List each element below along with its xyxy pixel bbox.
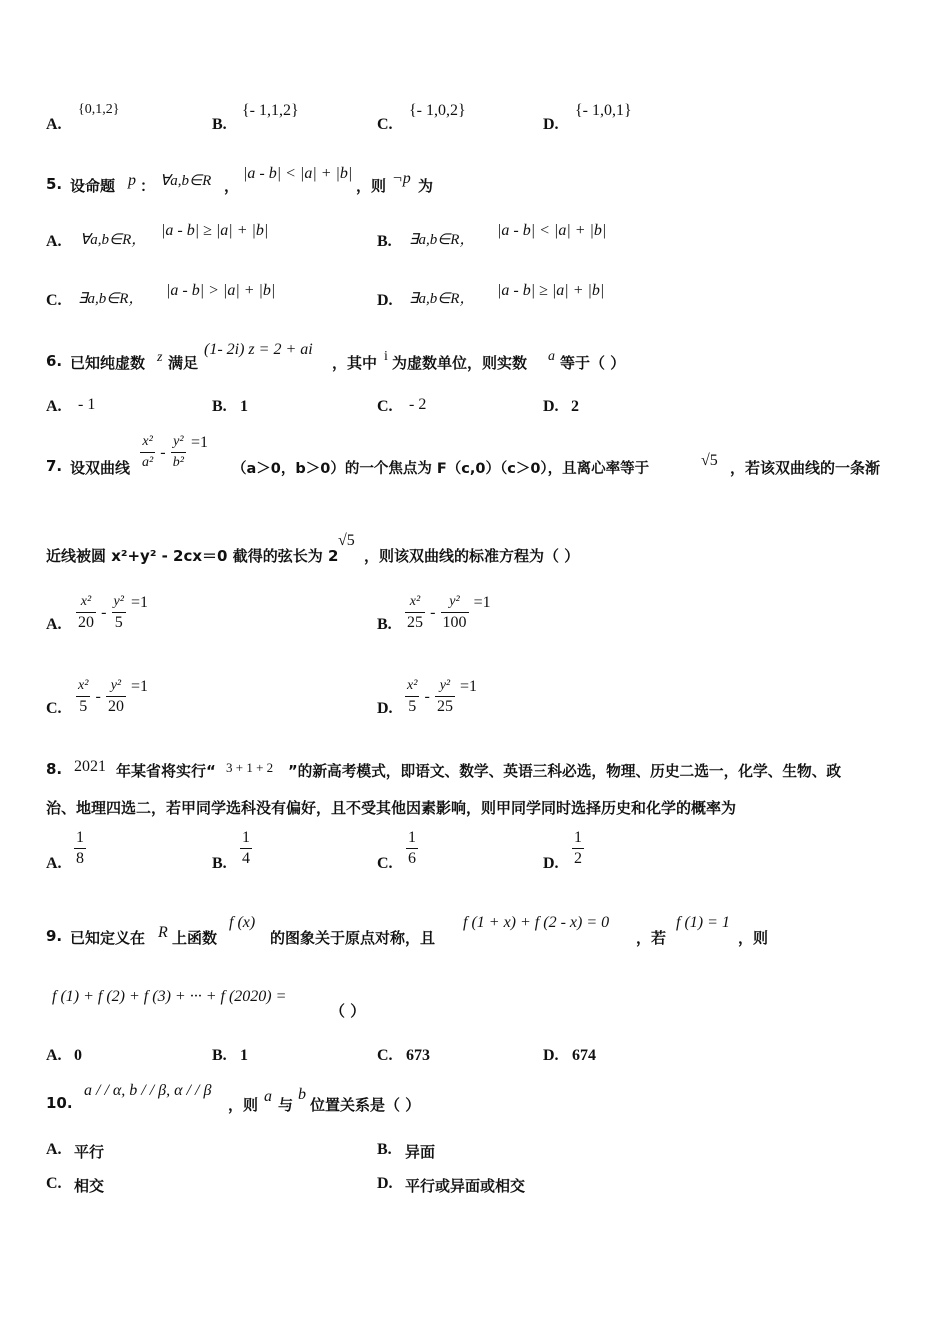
q5-option-a-expr: |a - b| ≥ |a| + |b| xyxy=(161,222,269,239)
q7-number: 7. xyxy=(46,457,63,475)
q4-option-a-label: A. xyxy=(46,116,62,133)
q7-a-den2: 5 xyxy=(114,614,123,631)
q9-option-d: 674 xyxy=(572,1047,596,1064)
q8-option-a-label: A. xyxy=(46,855,62,872)
q5-option-b-quantifier: ∃a,b∈R， xyxy=(409,232,475,248)
q7-equals-one: =1 xyxy=(191,434,209,451)
q6-z: z xyxy=(157,350,163,365)
q7-text-3: ，若该双曲线的一条渐 xyxy=(730,459,881,477)
q5-option-d-label: D. xyxy=(377,292,393,309)
q7-sqrt5-b: √5 xyxy=(338,532,355,549)
q6-a: a xyxy=(548,349,555,364)
q6-option-d: 2 xyxy=(571,398,579,415)
q7-option-a: $\frac{\text{x²}}{20}$ - $\frac{\text{y²}}{5}$ =1 xyxy=(78,594,149,631)
q6-option-a: - 1 xyxy=(78,396,96,413)
q8-text-2: ”的新高考模式，即语文、数学、英语三科必选，物理、历史二选一，化学、生物、政 xyxy=(288,763,842,780)
q7-d-num2: y² xyxy=(435,676,455,697)
q6-option-c: - 2 xyxy=(409,396,427,413)
q9-sum: f (1) + f (2) + f (3) + ··· + f (2020) = xyxy=(52,988,287,1005)
q9-option-d-label: D. xyxy=(543,1047,559,1064)
q7-frac-y-num: y² xyxy=(171,432,186,453)
q6-option-c-label: C. xyxy=(377,398,393,415)
q8-text-3: 治、地理四选二，若甲同学选科没有偏好，且不受其他因素影响，则甲同学同时选择历史和化学的概率为 xyxy=(46,799,737,817)
q8-b-num: 1 xyxy=(240,828,252,849)
q9-text-5: ，则 xyxy=(738,929,769,947)
q7-d-den2: 25 xyxy=(436,698,453,715)
q10-option-d-label: D. xyxy=(377,1175,393,1192)
q6-text-1: 已知纯虚数 xyxy=(70,354,146,372)
q7-option-a-label: A. xyxy=(46,616,62,633)
q5-option-a-label: A. xyxy=(46,233,62,250)
q6-option-a-label: A. xyxy=(46,398,62,415)
q8-mode: 3 + 1 + 2 xyxy=(226,760,274,775)
q5-text-1: 设命题 xyxy=(70,177,116,195)
q6-option-b: 1 xyxy=(240,398,248,415)
q8-option-a xyxy=(74,828,86,869)
q7-sqrt5: √5 xyxy=(701,452,718,469)
q7-a-num1: x² xyxy=(76,592,96,613)
q5-not-p: ¬p xyxy=(392,170,411,187)
q7-option-d-label: D. xyxy=(377,700,393,717)
q7-option-b-label: B. xyxy=(377,616,392,633)
q9-option-c-label: C. xyxy=(377,1047,393,1064)
q9-equation: f (1 + x) + f (2 - x) = 0 xyxy=(463,914,610,931)
q6-i: i xyxy=(384,349,388,364)
q7-minus: - xyxy=(160,444,166,461)
q9-option-a-label: A. xyxy=(46,1047,62,1064)
q8-option-b xyxy=(240,828,252,869)
q5-number: 5. xyxy=(46,175,63,193)
q8-b-den: 4 xyxy=(242,850,250,867)
q7-c-den2: 20 xyxy=(107,698,124,715)
q7-a-num2: y² xyxy=(112,592,126,613)
q4-option-d-label: D. xyxy=(543,116,559,133)
q7-a-den1: 20 xyxy=(78,614,94,631)
q10-text-1: ，则 xyxy=(228,1096,259,1114)
q10-option-b-label: B. xyxy=(377,1141,392,1158)
q6-option-b-label: B. xyxy=(212,398,227,415)
q10-b: b xyxy=(298,1086,306,1103)
q9-text-2: 上函数 xyxy=(172,929,218,947)
q7-b-num2: y² xyxy=(441,592,469,613)
q10-number: 10. xyxy=(46,1094,73,1112)
q6-text-3: ，其中 xyxy=(332,354,378,372)
q9-option-b-label: B. xyxy=(212,1047,227,1064)
q9-text-4: ，若 xyxy=(636,929,667,947)
q7-option-b: $\frac{\text{x²}}{25}$ - $\frac{\text{y²}}{100}$ =1 xyxy=(407,594,491,631)
q9-fx: f (x) xyxy=(229,914,256,931)
q10-option-b: 异面 xyxy=(405,1143,436,1161)
q9-text-3: 的图象关于原点对称，且 xyxy=(270,929,436,947)
q5-option-d-expr: |a - b| ≥ |a| + |b| xyxy=(497,282,605,299)
q5-option-c-label: C. xyxy=(46,292,62,309)
q8-option-c xyxy=(406,828,418,869)
q4-option-b-label: B. xyxy=(212,116,227,133)
q9-paren: （ ） xyxy=(330,1002,366,1020)
q10-expression: a / / α, b / / β, α / / β xyxy=(84,1082,212,1099)
q5-colon: ： xyxy=(140,177,156,195)
q6-option-d-label: D. xyxy=(543,398,559,415)
q8-a-num: 1 xyxy=(74,828,86,849)
q7-hyperbola-equation xyxy=(140,432,208,473)
q5-option-b-label: B. xyxy=(377,233,392,250)
q10-option-a-label: A. xyxy=(46,1141,62,1158)
q7-d-num1: x² xyxy=(405,676,419,697)
q10-option-d: 平行或异面或相交 xyxy=(405,1177,526,1195)
q9-option-b: 1 xyxy=(240,1047,248,1064)
q7-c-den1: 5 xyxy=(79,698,88,715)
q7-option-d: $\frac{\text{x²}}{5}$ - $\frac{\text{y²}}{25}$ =1 xyxy=(407,678,478,715)
q5-option-a-quantifier: ∀a,b∈R， xyxy=(80,232,147,248)
q8-year: 2021 xyxy=(74,758,106,775)
q6-text-2: 满足 xyxy=(168,354,199,372)
q7-option-c-label: C. xyxy=(46,700,62,717)
q5-text-2: ，则 xyxy=(356,177,387,195)
q8-number: 8. xyxy=(46,760,63,778)
q7-frac-x-den: a² xyxy=(142,455,154,470)
q10-option-a: 平行 xyxy=(74,1143,105,1161)
q10-option-c-label: C. xyxy=(46,1175,62,1192)
q4-option-c: {- 1,0,2} xyxy=(409,102,466,119)
q7-text-1: 设双曲线 xyxy=(70,459,131,477)
q10-a: a xyxy=(264,1088,272,1105)
q6-text-5: 等于（ ） xyxy=(560,354,626,372)
q8-option-d xyxy=(572,828,584,869)
q4-option-d: {- 1,0,1} xyxy=(575,102,632,119)
q6-number: 6. xyxy=(46,352,63,370)
q7-text-2: （a＞0，b＞0）的一个焦点为 F（c,0）（c＞0），且离心率等于 xyxy=(232,461,650,477)
q9-option-c: 673 xyxy=(406,1047,430,1064)
q5-text-3: 为 xyxy=(418,177,434,195)
q7-b-den1: 25 xyxy=(407,614,423,631)
q8-d-den: 2 xyxy=(574,850,582,867)
q9-option-a: 0 xyxy=(74,1047,82,1064)
q9-number: 9. xyxy=(46,927,63,945)
q6-equation: (1- 2i) z = 2 + ai xyxy=(204,341,313,358)
q5-p: p xyxy=(128,172,136,189)
q7-b-num1: x² xyxy=(405,592,425,613)
q8-option-d-label: D. xyxy=(543,855,559,872)
q5-inequality: |a - b| < |a| + |b| xyxy=(243,165,353,182)
q5-option-c-quantifier: ∃a,b∈R， xyxy=(78,291,144,307)
q7-text-4: 近线被圆 x²+y² - 2cx＝0 截得的弦长为 2 xyxy=(46,547,339,565)
q5-option-c-expr: |a - b| > |a| + |b| xyxy=(166,282,276,299)
q7-c-num1: x² xyxy=(76,676,90,697)
q7-b-den2: 100 xyxy=(442,614,467,631)
q8-d-num: 1 xyxy=(572,828,584,849)
q8-a-den: 8 xyxy=(76,850,84,867)
q5-forall: ∀a,b∈R xyxy=(160,173,212,189)
q10-option-c: 相交 xyxy=(74,1177,105,1195)
q7-frac-x-num: x² xyxy=(140,432,155,453)
q4-option-b: {- 1,1,2} xyxy=(242,102,299,119)
q9-f1: f (1) = 1 xyxy=(676,914,730,931)
q9-text-1: 已知定义在 xyxy=(70,929,146,947)
q8-c-den: 6 xyxy=(408,850,416,867)
q10-text-2: 与 xyxy=(278,1096,294,1114)
q7-option-c: $\frac{\text{x²}}{5}$ - $\frac{\text{y²}}{20}$ =1 xyxy=(78,678,149,715)
q5-option-d-quantifier: ∃a,b∈R， xyxy=(409,291,475,307)
q7-c-num2: y² xyxy=(106,676,126,697)
q4-option-a: {0,1,2} xyxy=(78,102,120,117)
q6-text-4: 为虚数单位，则实数 xyxy=(392,354,528,372)
q5-comma: ， xyxy=(224,177,240,195)
q8-option-c-label: C. xyxy=(377,855,393,872)
q7-frac-y-den: b² xyxy=(172,455,184,470)
q9-R: R xyxy=(158,924,168,941)
q5-option-b-expr: |a - b| < |a| + |b| xyxy=(497,222,607,239)
q8-option-b-label: B. xyxy=(212,855,227,872)
q8-text-1: 年某省将实行“ xyxy=(116,762,216,780)
q10-text-3: 位置关系是（ ） xyxy=(310,1096,421,1114)
q7-text-5: ，则该双曲线的标准方程为（ ） xyxy=(364,547,580,565)
q7-d-den1: 5 xyxy=(408,698,417,715)
q4-option-c-label: C. xyxy=(377,116,393,133)
q8-c-num: 1 xyxy=(406,828,418,849)
